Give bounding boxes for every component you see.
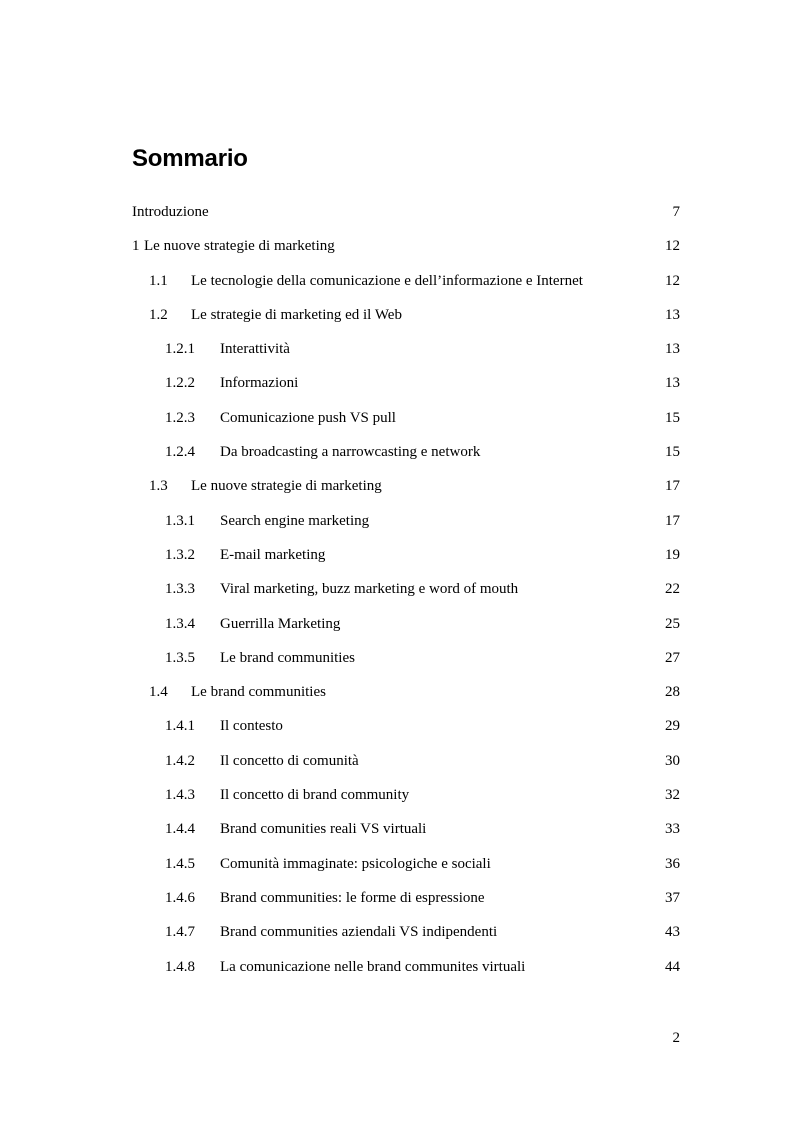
toc-entry-page: 44 [665,958,680,975]
toc-entry-page: 32 [665,787,680,804]
toc-entry-number: 1.4.7 [165,924,195,941]
toc-entry-title: Le brand communities [191,684,326,701]
toc-entry-page: 17 [665,478,680,495]
toc-entry-number: 1.2.2 [165,375,195,392]
toc-entry-page: 30 [665,752,680,769]
toc-entry-page: 36 [665,855,680,872]
toc-entry[interactable] [132,406,680,440]
toc-entry[interactable] [132,474,680,508]
table-of-contents [132,200,680,989]
toc-entry-page: 22 [665,581,680,598]
toc-entry-title: Comunicazione push VS pull [220,409,396,426]
toc-entry-number: 1.2 [149,306,168,323]
toc-entry[interactable] [132,440,680,474]
toc-entry-page: 27 [665,649,680,666]
toc-entry-title: La comunicazione nelle brand communites virtuali [220,958,526,975]
toc-entry-title: Le strategie di marketing ed il Web [191,306,402,323]
toc-entry-page: 17 [665,512,680,529]
toc-entry-number: 1.2.4 [165,444,195,461]
toc-entry-page: 13 [665,341,680,358]
toc-entry[interactable] [132,886,680,920]
toc-entry-title: Brand comunities reali VS virtuali [220,821,427,838]
toc-entry[interactable] [132,234,680,268]
toc-entry-page: 19 [665,546,680,563]
toc-entry-number: 1.3.4 [165,615,195,632]
toc-entry-title: Viral marketing, buzz marketing e word of mouth [220,581,519,598]
toc-entry-page: 33 [665,821,680,838]
toc-entry[interactable] [132,371,680,405]
toc-entry-page: 15 [665,409,680,426]
toc-entry-title: Le tecnologie della comunicazione e dell’informazione e Internet [191,272,583,289]
toc-entry-title: Da broadcasting a narrowcasting e network [220,444,481,461]
toc-entry[interactable] [132,303,680,337]
toc-entry[interactable] [132,955,680,989]
toc-entry[interactable] [132,509,680,543]
toc-entry[interactable] [132,817,680,851]
toc-entry[interactable] [132,577,680,611]
toc-entry-page: 37 [665,889,680,906]
toc-entry-title: Comunità immaginate: psicologiche e sociali [220,855,491,872]
toc-entry-number: 1.4.2 [165,752,195,769]
toc-entry-number: 1.4.3 [165,787,195,804]
toc-entry-title: Search engine marketing [220,512,370,529]
toc-entry[interactable] [132,269,680,303]
toc-entry-title: Il contesto [220,718,283,735]
toc-entry[interactable] [132,612,680,646]
toc-entry-title: Interattività [220,341,290,358]
toc-entry-page: 43 [665,924,680,941]
toc-entry-page: 12 [665,238,680,255]
toc-entry-number: 1.4 [149,684,168,701]
toc-entry-title: Brand communities: le forme di espressione [220,889,485,906]
toc-entry-number: 1.4.5 [165,855,195,872]
page-number: 2 [672,1030,680,1046]
toc-entry-number: 1.3 [149,478,168,495]
toc-entry[interactable] [132,749,680,783]
toc-entry-page: 28 [665,684,680,701]
toc-entry-number: 1.2.1 [165,341,195,358]
toc-entry-page: 7 [672,204,680,220]
toc-entry-title: Le brand communities [220,649,355,666]
toc-entry-page: 25 [665,615,680,632]
toc-entry-page: 13 [665,375,680,392]
toc-entry-title: Le nuove strategie di marketing [191,478,382,495]
toc-entry-title: Guerrilla Marketing [220,615,341,632]
toc-entry-number: 1.4.6 [165,889,195,906]
toc-entry-number: 1.2.3 [165,409,195,426]
toc-entry[interactable] [132,714,680,748]
toc-entry-page: 15 [665,444,680,461]
toc-entry-title: Le nuove strategie di marketing [144,238,335,255]
toc-entry-number: 1.1 [149,272,168,289]
page-title: Sommario [132,145,248,172]
toc-entry-number: 1.3.5 [165,649,195,666]
toc-entry-number: 1.4.4 [165,821,195,838]
toc-entry-number: 1.4.8 [165,958,195,975]
toc-entry-number: 1 [132,238,140,255]
toc-entry-page: 12 [665,272,680,289]
toc-entry-title: Il concetto di comunità [220,752,359,769]
toc-entry[interactable] [132,680,680,714]
toc-entry[interactable] [132,200,680,234]
toc-entry-title: Il concetto di brand community [220,787,410,804]
toc-entry-page: 29 [665,718,680,735]
toc-entry-title: Informazioni [220,375,299,392]
toc-entry-title: Introduzione [132,204,209,220]
toc-entry-title: E-mail marketing [220,546,326,563]
toc-entry-number: 1.4.1 [165,718,195,735]
toc-entry[interactable] [132,646,680,680]
toc-entry-page: 13 [665,306,680,323]
toc-entry[interactable] [132,783,680,817]
toc-entry-number: 1.3.1 [165,512,195,529]
toc-entry-title: Brand communities aziendali VS indipendenti [220,924,498,941]
toc-entry-number: 1.3.3 [165,581,195,598]
toc-entry[interactable] [132,337,680,371]
toc-entry[interactable] [132,543,680,577]
toc-entry[interactable] [132,852,680,886]
toc-entry[interactable] [132,920,680,954]
toc-entry-number: 1.3.2 [165,546,195,563]
